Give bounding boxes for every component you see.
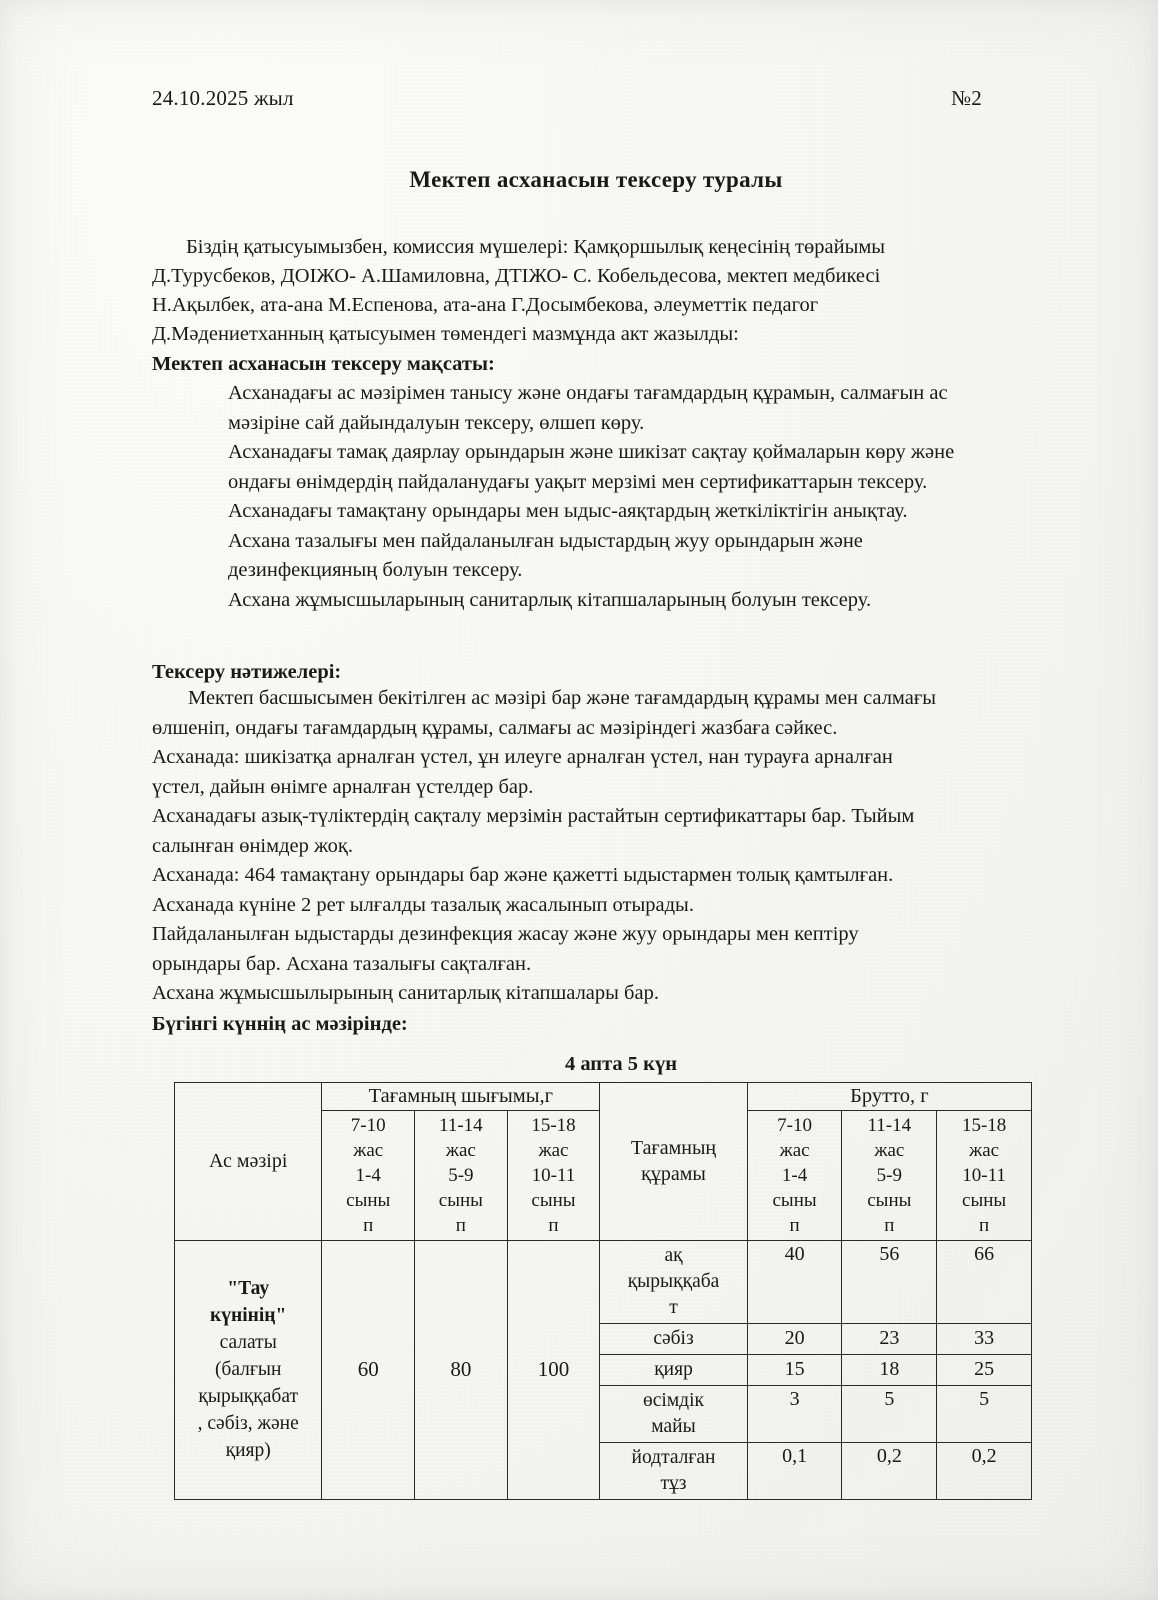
cell-brutto-2: 0,2: [842, 1442, 937, 1499]
purpose-line: ондағы өнімдердің пайдаланудағы уақыт мерзімі мен сертификаттарын тексеру.: [228, 470, 928, 493]
header-cell-menu: Ас мәзірі: [175, 1082, 322, 1240]
grade-word-2: п: [884, 1214, 895, 1236]
grade-word-1: сыны: [531, 1189, 576, 1211]
dish-name-line5: қырыққабат: [198, 1386, 298, 1407]
header-cell-composition: [600, 1082, 747, 1240]
age-word: жас: [969, 1139, 1000, 1161]
cell-yield-3: 100: [507, 1240, 600, 1499]
grade-word-1: сыны: [438, 1189, 483, 1211]
cell-brutto-1: 15: [747, 1354, 842, 1385]
grade-word-1: сыны: [867, 1189, 912, 1211]
grade-word-2: п: [548, 1214, 559, 1236]
document-number: №2: [951, 86, 982, 110]
header-cell-brutto-age-1: [747, 1110, 842, 1240]
cell-yield-2: 80: [415, 1240, 508, 1499]
ingredient-line1: өсімдік: [643, 1389, 704, 1411]
age-range: 7-10: [777, 1114, 812, 1136]
grade-word-2: п: [363, 1214, 374, 1236]
results-line: Пайдаланылған ыдыстарды дезинфекция жасау және жуу орындары мен кептіру: [152, 923, 859, 945]
results-line: үстел, дайын өнімге арналған үстелдер бар.: [152, 775, 534, 798]
cell-ingredient-name: қияр: [600, 1354, 747, 1385]
grade-word-2: п: [789, 1214, 800, 1236]
results-line: өлшеніп, ондағы тағамдардың құрамы, салмағы ас мәзіріндегі жазбаға сәйкес.: [152, 716, 838, 739]
cell-ingredient-name: [600, 1385, 747, 1442]
ingredient-line2: тұз: [660, 1472, 687, 1494]
cell-brutto-3: 5: [937, 1385, 1032, 1442]
purpose-line: Асханадағы тамақтану орындары мен ыдыс-аяқтардың жеткіліктігін анықтау.: [228, 500, 908, 522]
header-cell-brutto-age-3: [937, 1110, 1032, 1240]
results-line: орындары бар. Асхана тазалығы сақталған.: [152, 952, 532, 975]
intro-line: Біздің қатысуымызбен, комиссия мүшелері: Қамқоршылық кеңесінің төрайымы: [186, 236, 886, 258]
purpose-line: Асханадағы ас мәзірімен танысу және ондағы тағамдардың құрамын, салмағын ас: [228, 382, 948, 404]
cell-brutto-1: 0,1: [747, 1442, 842, 1499]
age-word: жас: [353, 1139, 384, 1161]
grade-word-1: сыны: [346, 1189, 391, 1211]
ingredient-line2: майы: [651, 1415, 696, 1437]
results-line: салынған өнімдер жоқ.: [152, 834, 353, 857]
grade-word-2: п: [979, 1214, 990, 1236]
ingredient-line1: ақ: [664, 1244, 683, 1266]
age-range: 7-10: [350, 1114, 386, 1136]
intro-line: Д.Турусбеков, ДОІЖО- А.Шамиловна, ДТІЖО- С. Кобельдесова, мектеп медбикесі: [152, 265, 881, 287]
age-word: жас: [779, 1139, 810, 1161]
cell-brutto-3: 0,2: [937, 1442, 1032, 1499]
purpose-line: Асхана жұмысшыларының санитарлық кітапшаларының болуын тексеру.: [228, 588, 872, 611]
results-heading: Тексеру нәтижелері:: [152, 661, 342, 683]
grade-word-1: сыны: [962, 1189, 1007, 1211]
ingredient-line2: қырыққаба: [627, 1270, 720, 1292]
purpose-line: дезинфекцияның болуын тексеру.: [228, 559, 523, 581]
dish-name-line2: күнінің": [210, 1305, 287, 1326]
dish-name-line7: қияр): [225, 1440, 271, 1461]
grade-word-1: сыны: [772, 1189, 817, 1211]
cell-brutto-3: 66: [937, 1240, 1032, 1323]
header-cell-yield-age-3: [507, 1110, 600, 1240]
dish-name-line6: , сәбіз, және: [197, 1413, 299, 1434]
menu-heading: Бүгінгі күннің ас мәзірінде:: [152, 1012, 408, 1035]
cell-brutto-2: 18: [842, 1354, 937, 1385]
grade-range: 10-11: [962, 1164, 1006, 1186]
menu-table: [174, 1082, 1032, 1500]
cell-ingredient-name: [600, 1240, 747, 1323]
intro-line: Д.Мәдениетханның қатысуымен төмендегі мазмұнда акт жазылды:: [152, 323, 739, 345]
age-word: жас: [874, 1139, 905, 1161]
purpose-line: мәзіріне сай дайындалуын тексеру, өлшеп көру.: [228, 411, 645, 434]
table-caption: 4 апта 5 күн: [564, 1052, 678, 1075]
cell-brutto-2: 23: [842, 1323, 937, 1354]
cell-brutto-1: 20: [747, 1323, 842, 1354]
header-cell-yield-age-2: [415, 1110, 508, 1240]
age-word: жас: [538, 1139, 569, 1161]
results-line: Мектеп басшысымен бекітілген ас мәзірі бар және тағамдардың құрамы мен салмағы: [188, 687, 937, 709]
age-range: 15-18: [531, 1114, 576, 1136]
results-line: Асхана жұмысшылырының санитарлық кітапшалары бар.: [152, 982, 659, 1004]
purpose-list: [152, 379, 1040, 615]
cell-brutto-2: 56: [842, 1240, 937, 1323]
cell-ingredient-name: сәбіз: [600, 1323, 747, 1354]
table-row: [175, 1240, 1032, 1323]
document-topline: [152, 86, 1040, 111]
page-title: Мектеп асханасын тексеру туралы: [409, 167, 783, 192]
age-range: 11-14: [439, 1114, 483, 1136]
results-line: Асханадағы азық-түліктердің сақталу мерзімін растайтын сертификаттары бар. Тыйым: [152, 805, 915, 827]
age-range: 15-18: [961, 1114, 1007, 1136]
cell-brutto-3: 33: [937, 1323, 1032, 1354]
cell-brutto-1: 3: [747, 1385, 842, 1442]
grade-range: 5-9: [448, 1164, 474, 1186]
document-date: 24.10.2025 жыл: [152, 86, 294, 110]
ingredient-line3: т: [669, 1296, 678, 1318]
purpose-line: Асханадағы тамақ даярлау орындарын және шикізат сақтау қоймаларын көру және: [228, 441, 955, 463]
results-line: Асханада күніне 2 рет ылғалды тазалық жасалынып отырады.: [152, 893, 694, 916]
table-group-header-row: [175, 1082, 1032, 1110]
document-content: [152, 86, 1040, 1500]
cell-brutto-3: 25: [937, 1354, 1032, 1385]
dish-name-line1: "Тау: [227, 1278, 270, 1299]
cell-dish-name: [175, 1240, 322, 1499]
ingredient-line1: йодталған: [631, 1446, 716, 1468]
cell-yield-1: 60: [322, 1240, 415, 1499]
results-line: Асханада: 464 тамақтану орындары бар және қажетті ыдыстармен толық қамтылған.: [152, 864, 894, 886]
cell-brutto-2: 5: [842, 1385, 937, 1442]
header-composition-line2: құрамы: [641, 1163, 706, 1185]
header-cell-brutto-age-2: [842, 1110, 937, 1240]
intro-paragraph: [152, 233, 1040, 349]
dish-name-line3: салаты: [219, 1332, 277, 1353]
cell-brutto-1: 40: [747, 1240, 842, 1323]
grade-range: 10-11: [531, 1164, 576, 1186]
header-cell-yield-group: Тағамның шығымы,г: [322, 1082, 600, 1110]
header-cell-yield-age-1: [322, 1110, 415, 1240]
grade-range: 5-9: [876, 1164, 902, 1186]
header-composition-line1: Тағамның: [630, 1137, 717, 1159]
purpose-line: Асхана тазалығы мен пайдаланылған ыдыстардың жуу орындарын және: [228, 529, 863, 552]
purpose-heading: Мектеп асханасын тексеру мақсаты:: [152, 353, 495, 375]
age-word: жас: [445, 1139, 476, 1161]
results-line: Асханада: шикізатқа арналған үстел, ұн илеуге арналған үстел, нан турауға арналған: [152, 746, 893, 768]
age-range: 11-14: [867, 1114, 912, 1136]
results-body: [152, 684, 1040, 1039]
grade-word-2: п: [455, 1214, 466, 1236]
dish-name-line4: (балғын: [214, 1359, 282, 1380]
grade-range: 1-4: [355, 1164, 381, 1186]
intro-line: Н.Ақылбек, ата-ана М.Еспенова, ата-ана Г.Досымбекова, әлеуметтік педагог: [152, 294, 819, 316]
grade-range: 1-4: [781, 1164, 808, 1186]
cell-ingredient-name: [600, 1442, 747, 1499]
header-cell-brutto-group: Брутто, г: [747, 1082, 1031, 1110]
